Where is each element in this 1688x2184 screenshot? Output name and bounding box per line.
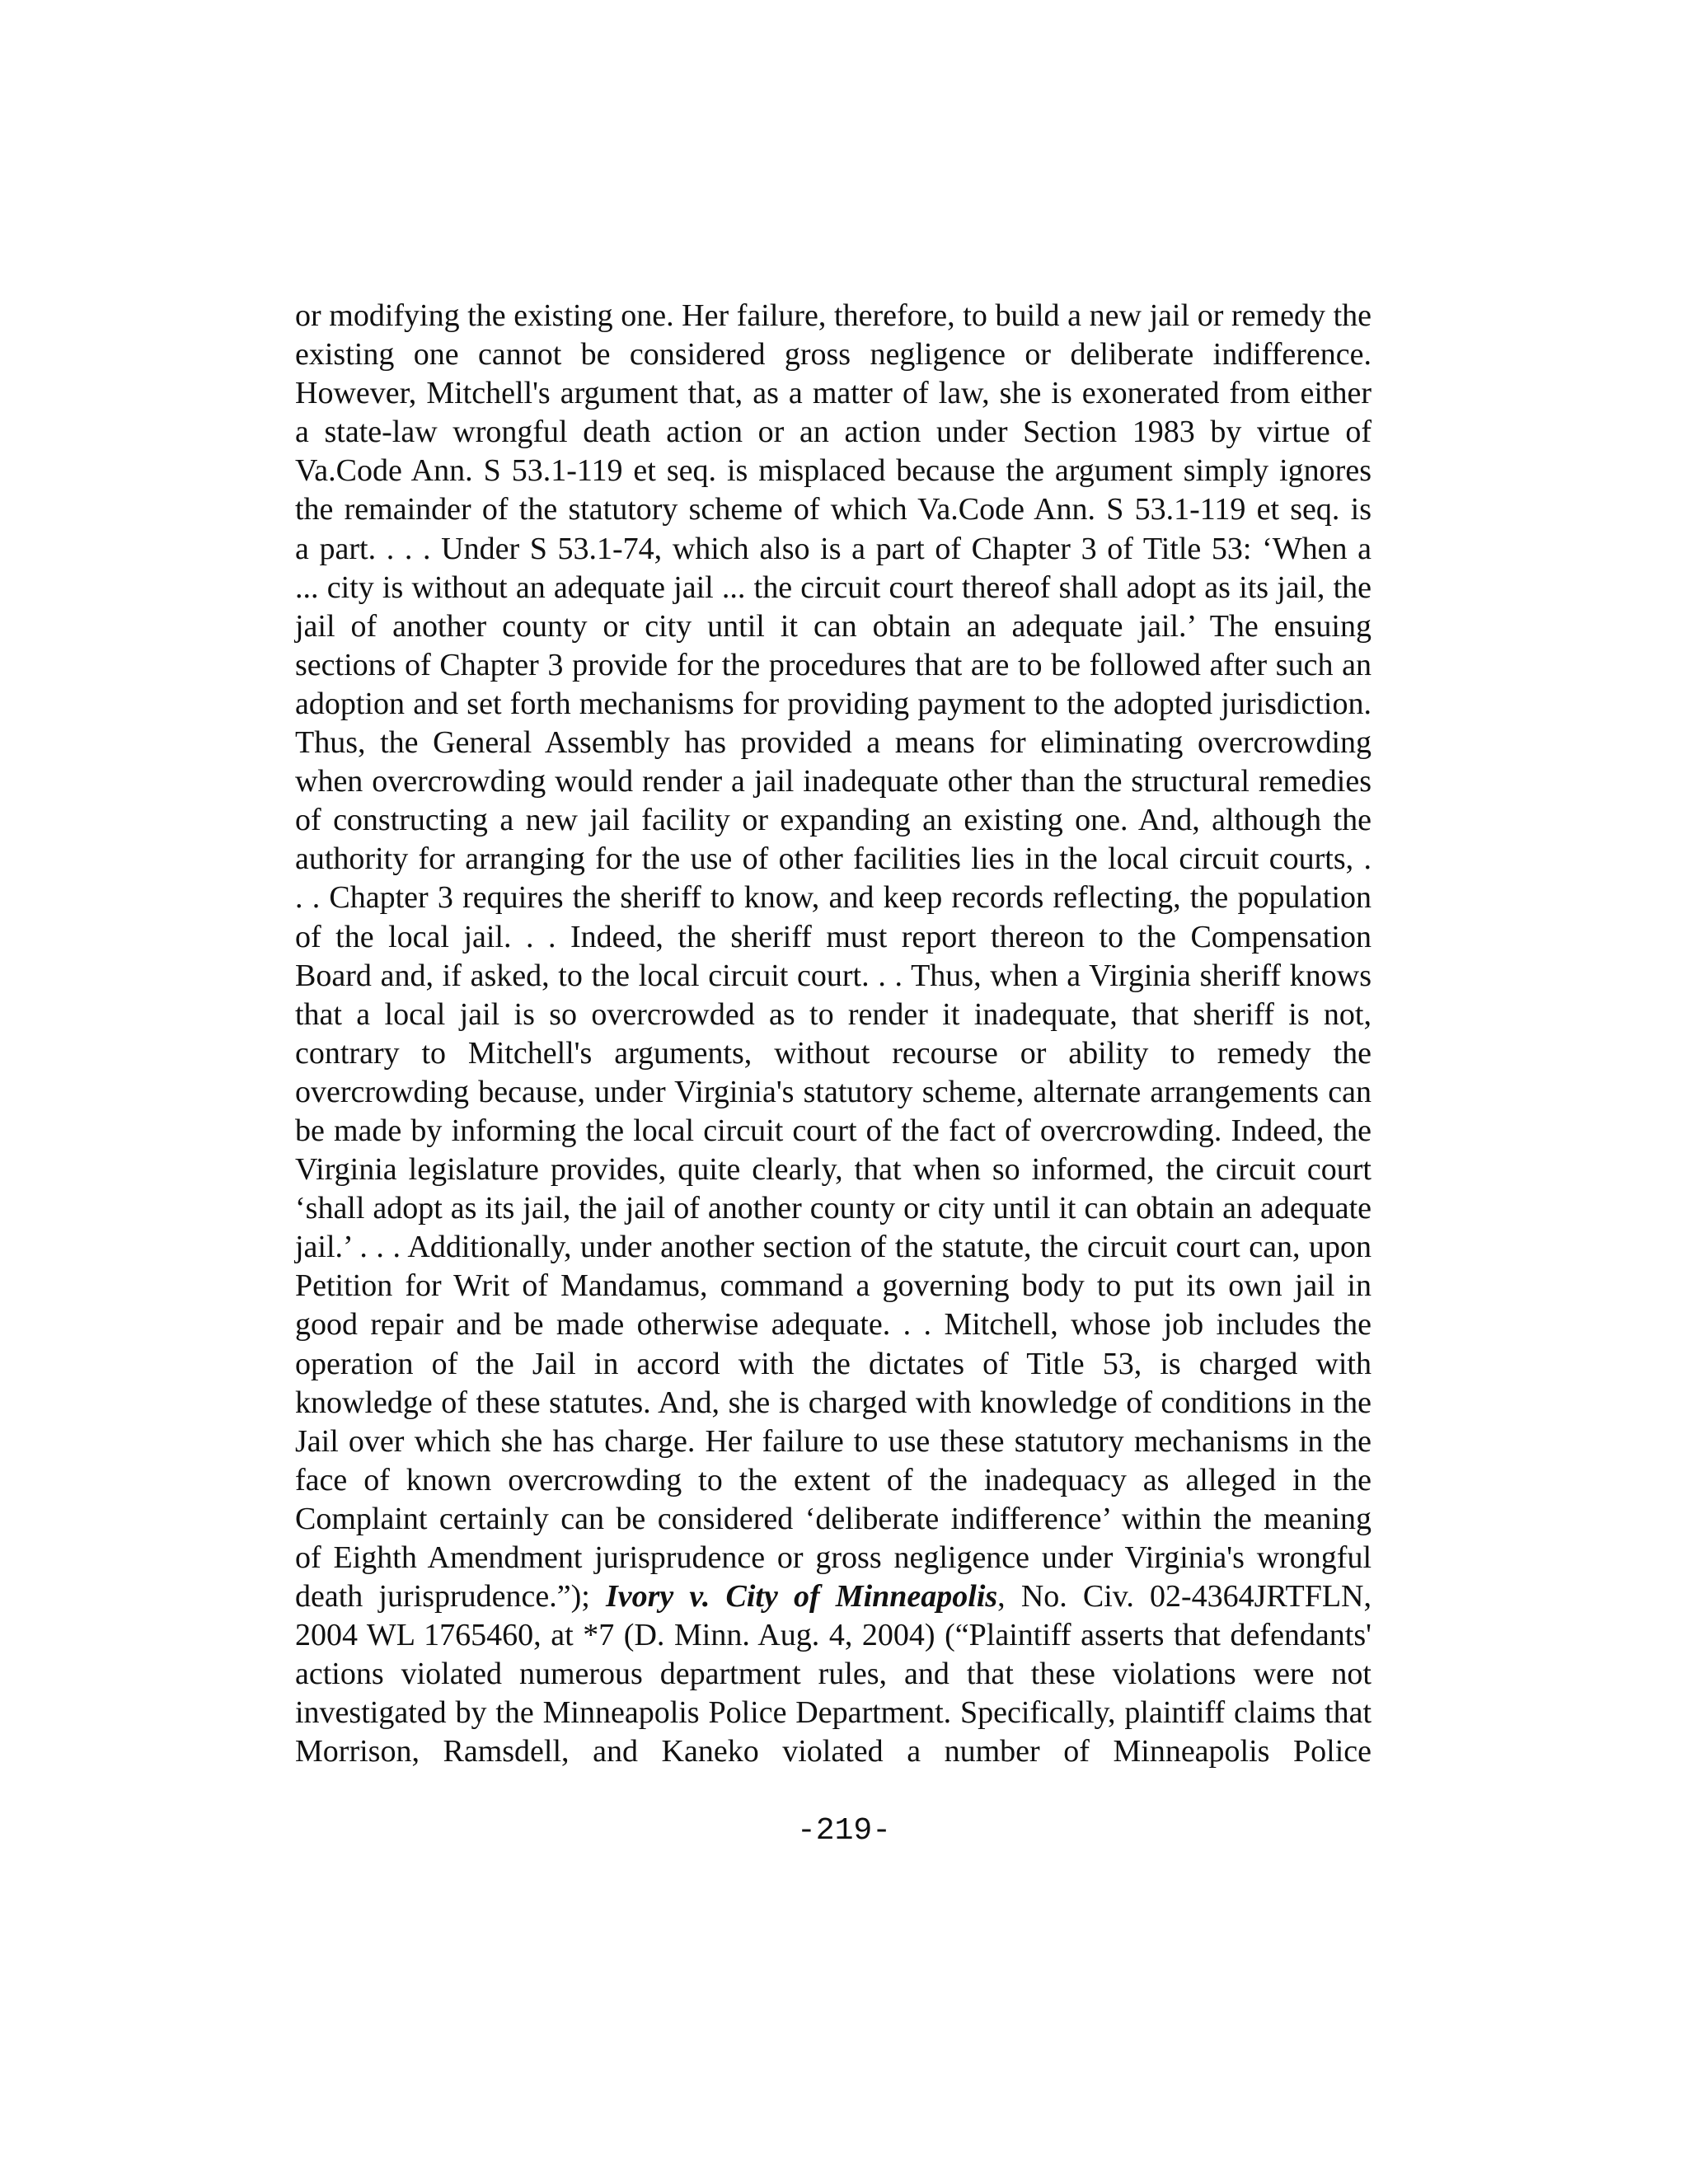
text-line: Morrison, Ramsdell, and Kaneko violated a number of Minneapolis Police <box>295 1734 1372 1769</box>
text-line: 2004 WL 1765460, at *7 (D. Minn. Aug. 4, 2004) (“Plaintiff asserts that defendants' <box>295 1618 1372 1653</box>
text-line: jail of another county or city until it can obtain an adequate jail.’ The ensuing <box>295 608 1372 644</box>
text-line: actions violated numerous department rules, and that these violations were not <box>295 1657 1372 1692</box>
text-line: existing one cannot be considered gross negligence or deliberate indifference. <box>295 337 1372 373</box>
text-line: good repair and be made otherwise adequate. . . Mitchell, whose job includes the <box>295 1307 1372 1343</box>
text-line: face of known overcrowding to the extent of the inadequacy as alleged in the <box>295 1462 1372 1497</box>
text-line: Virginia legislature provides, quite clearly, that when so informed, the circuit court <box>295 1152 1372 1188</box>
text-line: contrary to Mitchell's arguments, without recourse or ability to remedy the <box>295 1035 1372 1071</box>
text-line: that a local jail is so overcrowded as to render it inadequate, that sheriff is not, <box>295 996 1372 1032</box>
text-line: be made by informing the local circuit court of the fact of overcrowding. Indeed, the <box>295 1113 1372 1148</box>
text-line: Va.Code Ann. S 53.1-119 et seq. is misplaced because the argument simply ignores <box>295 453 1372 489</box>
text-line: sections of Chapter 3 provide for the procedures that are to be followed after such an <box>295 647 1372 682</box>
text-line: operation of the Jail in accord with the dictates of Title 53, is charged with <box>295 1346 1372 1381</box>
text-line: a part. . . . Under S 53.1-74, which also is a part of Chapter 3 of Title 53: ‘When a <box>295 531 1372 566</box>
text-line: ‘shall adopt as its jail, the jail of another county or city until it can obtain an adequate <box>295 1191 1372 1226</box>
case-line-after: , No. Civ. 02-4364JRTFLN, <box>997 1579 1372 1615</box>
text-line: knowledge of these statutes. And, she is charged with knowledge of conditions in the <box>295 1385 1372 1420</box>
case-line-before: death jurisprudence.”); <box>295 1579 606 1615</box>
text-line: or modifying the existing one. Her failure, therefore, to build a new jail or remedy the <box>295 298 1372 333</box>
text-line: Complaint certainly can be considered ‘deliberate indifference’ within the meaning <box>295 1501 1372 1536</box>
text-line: Board and, if asked, to the local circuit court. . . Thus, when a Virginia sheriff knows <box>295 958 1372 993</box>
text-line: overcrowding because, under Virginia's statutory scheme, alternate arrangements can <box>295 1074 1372 1109</box>
case-citation-line <box>295 1577 1372 1616</box>
text-line: investigated by the Minneapolis Police Department. Specifically, plaintiff claims that <box>295 1695 1372 1731</box>
text-line: when overcrowding would render a jail inadequate other than the structural remedies <box>295 764 1372 799</box>
text-line: ... city is without an adequate jail ... the circuit court thereof shall adopt as its jail, the <box>295 569 1372 605</box>
text-line: Thus, the General Assembly has provided a means for eliminating overcrowding <box>295 725 1372 761</box>
text-line: However, Mitchell's argument that, as a matter of law, she is exonerated from either <box>295 376 1372 411</box>
text-line: of Eighth Amendment jurisprudence or gross negligence under Virginia's wrongful <box>295 1540 1372 1575</box>
text-line: Jail over which she has charge. Her failure to use these statutory mechanisms in the <box>295 1423 1372 1459</box>
text-line: jail.’ . . . Additionally, under another section of the statute, the circuit court can, upon <box>295 1230 1372 1265</box>
text-line: a state-law wrongful death action or an action under Section 1983 by virtue of <box>295 415 1372 450</box>
page-number: -219- <box>796 1813 892 1849</box>
text-line: of constructing a new jail facility or expanding an existing one. And, although the <box>295 803 1372 838</box>
text-line: adoption and set forth mechanisms for providing payment to the adopted jurisdiction. <box>295 686 1372 721</box>
body-text <box>295 297 1372 1772</box>
text-line: of the local jail. . . Indeed, the sheriff must report thereon to the Compensation <box>295 919 1372 954</box>
text-line: . . Chapter 3 requires the sheriff to know, and keep records reflecting, the population <box>295 880 1372 916</box>
case-name: Ivory v. City of Minneapolis <box>605 1579 998 1615</box>
text-line: Petition for Writ of Mandamus, command a governing body to put its own jail in <box>295 1268 1372 1304</box>
text-line: the remainder of the statutory scheme of which Va.Code Ann. S 53.1-119 et seq. is <box>295 492 1372 527</box>
text-line: authority for arranging for the use of other facilities lies in the local circuit courts, . <box>295 841 1372 877</box>
